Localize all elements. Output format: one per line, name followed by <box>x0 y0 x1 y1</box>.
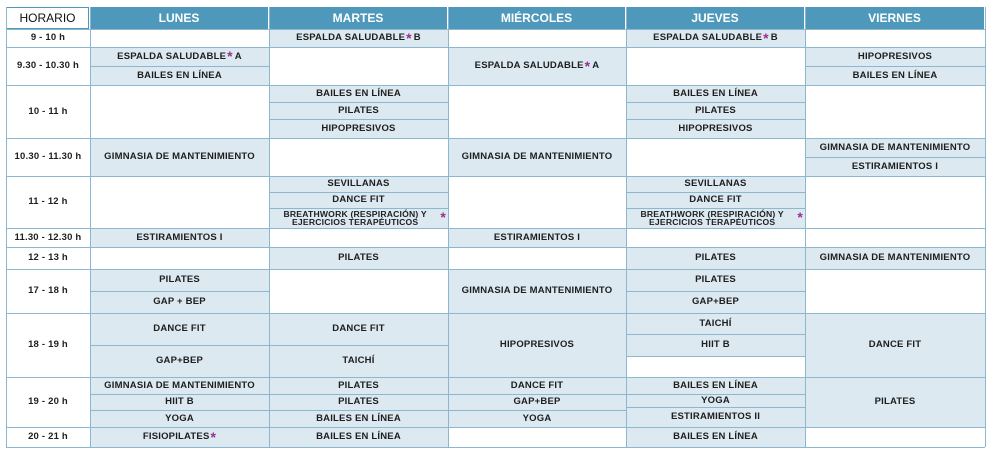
class-name: ESTIRAMIENTOS I <box>136 231 223 243</box>
class-cell <box>90 269 269 291</box>
class-cell <box>448 313 626 377</box>
class-cell <box>805 157 985 176</box>
class-name: DANCE FIT <box>689 194 742 206</box>
grid-line-horizontal <box>6 138 985 139</box>
class-cell <box>805 377 985 427</box>
grid-line-horizontal <box>626 356 805 357</box>
class-cell <box>626 427 805 447</box>
class-name: HIIT B <box>165 396 194 408</box>
class-cell <box>626 269 805 291</box>
class-name: TAICHÍ <box>699 317 732 329</box>
class-name: ESPALDA SALUDABLE <box>117 50 227 62</box>
class-name: GIMNASIA DE MANTENIMIENTO <box>461 151 613 163</box>
class-name: ESTIRAMIENTOS I <box>493 231 581 243</box>
class-name: FISIOPILATES <box>142 431 210 443</box>
class-name: GIMNASIA DE MANTENIMIENTO <box>461 285 613 297</box>
grid-line-horizontal <box>6 269 985 270</box>
grid-line-horizontal <box>90 66 269 67</box>
time-slot: 11.30 - 12.30 h <box>6 228 90 247</box>
class-name: ESPALDA SALUDABLE <box>653 32 763 44</box>
class-name: ESPALDA SALUDABLE <box>296 32 406 44</box>
class-cell <box>805 313 985 377</box>
class-cell <box>90 345 269 377</box>
class-cell <box>90 66 269 85</box>
class-cell <box>90 47 269 66</box>
class-cell <box>269 247 448 269</box>
grid-line-horizontal <box>626 192 805 193</box>
class-cell <box>626 394 805 407</box>
class-cell <box>805 247 985 269</box>
class-name: BAILES EN LÍNEA <box>137 69 222 81</box>
class-cell <box>805 47 985 66</box>
grid-line-vertical <box>805 7 806 447</box>
class-cell <box>448 228 626 247</box>
grid-line-horizontal <box>90 345 269 346</box>
class-name: BAILES EN LÍNEA <box>316 87 401 99</box>
class-name: BAILES EN LÍNEA <box>316 412 401 424</box>
class-name: BAILES EN LÍNEA <box>673 87 758 99</box>
grid-line-vertical <box>626 7 627 447</box>
grid-line-horizontal <box>90 394 269 395</box>
class-name: SEVILLANAS <box>684 178 747 190</box>
class-cell <box>448 410 626 427</box>
class-name: SEVILLANAS <box>327 178 390 190</box>
class-cell <box>626 291 805 313</box>
class-name: PILATES <box>159 274 200 286</box>
class-cell <box>448 138 626 176</box>
grid-line-horizontal <box>269 345 448 346</box>
grid-line-horizontal <box>269 208 448 209</box>
grid-line-horizontal <box>269 102 448 103</box>
grid-line-horizontal <box>448 410 626 411</box>
class-cell <box>90 427 269 447</box>
class-cell <box>269 427 448 447</box>
grid-line-vertical <box>269 7 270 447</box>
class-cell <box>90 228 269 247</box>
class-cell <box>269 85 448 102</box>
class-name: GAP+BEP <box>155 355 204 367</box>
header-day: MIÉRCOLES <box>448 7 625 29</box>
time-slot: 11 - 12 h <box>6 176 90 228</box>
grid-line-horizontal <box>269 119 448 120</box>
class-cell <box>90 377 269 394</box>
class-name: PILATES <box>695 274 736 286</box>
class-name: PILATES <box>338 379 379 391</box>
time-slot: 10.30 - 11.30 h <box>6 138 90 176</box>
class-name: YOGA <box>522 412 552 424</box>
asterisk-icon: * <box>406 29 412 46</box>
grid-line-horizontal <box>626 119 805 120</box>
grid-line-horizontal <box>448 394 626 395</box>
class-cell <box>626 176 805 192</box>
grid-line-horizontal <box>805 66 985 67</box>
class-name: ESTIRAMIENTOS I <box>851 160 939 172</box>
grid-line-horizontal <box>805 157 985 158</box>
class-cell <box>90 291 269 313</box>
class-name: HIPOPRESIVOS <box>857 50 933 62</box>
grid-line-horizontal <box>626 208 805 209</box>
asterisk-icon: * <box>210 428 217 445</box>
grid-line-horizontal <box>6 447 985 448</box>
asterisk-icon: * <box>584 57 591 74</box>
grid-line-horizontal <box>626 102 805 103</box>
grid-line-horizontal <box>269 410 448 411</box>
class-name: ESTIRAMIENTOS II <box>670 411 761 423</box>
class-cell <box>269 192 448 208</box>
asterisk-icon: * <box>227 48 233 65</box>
class-name: BAILES EN LÍNEA <box>673 431 758 443</box>
class-cell <box>269 176 448 192</box>
time-slot: 9 - 10 h <box>6 29 90 47</box>
class-name: BAILES EN LÍNEA <box>852 69 938 81</box>
grid-line-horizontal <box>626 394 805 395</box>
class-cell <box>269 313 448 345</box>
class-cell <box>90 394 269 410</box>
grid-line-horizontal <box>6 228 985 229</box>
time-slot: 12 - 13 h <box>6 247 90 269</box>
class-name: YOGA <box>701 394 730 406</box>
class-name: BREATHWORK (RESPIRACIÓN) Y EJERCICIOS TERAPÉUTICOS <box>283 208 427 227</box>
grid-line-horizontal <box>6 47 985 48</box>
grid-line-horizontal <box>626 334 805 335</box>
asterisk-icon: * <box>763 29 769 46</box>
grid-line-horizontal <box>90 291 269 292</box>
grid-line-horizontal <box>626 407 805 408</box>
class-cell <box>626 192 805 208</box>
class-name: GAP+BEP <box>691 296 740 308</box>
class-cell <box>269 394 448 410</box>
class-name: TAICHÍ <box>342 355 375 367</box>
class-name: HIPOPRESIVOS <box>678 122 753 134</box>
grid-line-horizontal <box>6 247 985 248</box>
class-name: DANCE FIT <box>332 194 385 206</box>
grid-line-horizontal <box>90 410 269 411</box>
class-name: DANCE FIT <box>153 323 206 335</box>
group-suffix: B <box>770 32 778 44</box>
class-cell <box>805 138 985 157</box>
class-name: GIMNASIA DE MANTENIMIENTO <box>104 151 255 163</box>
class-cell <box>626 247 805 269</box>
grid-line-horizontal <box>6 313 985 314</box>
class-name: HIIT B <box>701 339 730 351</box>
grid-line-horizontal <box>6 85 985 86</box>
class-name: HIPOPRESIVOS <box>499 339 575 351</box>
time-slot: 20 - 21 h <box>6 427 90 447</box>
grid-line-vertical <box>448 7 449 447</box>
class-cell <box>269 208 448 228</box>
class-name: ESPALDA SALUDABLE <box>474 60 584 72</box>
class-name: BAILES EN LÍNEA <box>673 379 758 391</box>
grid-line-horizontal <box>626 291 805 292</box>
class-name: BAILES EN LÍNEA <box>316 431 401 443</box>
class-name: PILATES <box>874 396 916 408</box>
grid-line-horizontal <box>269 394 448 395</box>
class-cell <box>626 85 805 102</box>
class-name: GAP+BEP <box>513 396 561 408</box>
class-cell <box>269 119 448 138</box>
class-cell <box>805 66 985 85</box>
grid-line-horizontal <box>6 176 985 177</box>
group-suffix: A <box>592 60 600 72</box>
class-name: YOGA <box>165 412 194 424</box>
class-cell <box>626 102 805 119</box>
class-cell <box>269 377 448 394</box>
class-name: DANCE FIT <box>510 379 564 391</box>
class-name: BREATHWORK (RESPIRACIÓN) Y EJERCICIOS TERAPÉUTICOS <box>640 208 784 227</box>
asterisk-icon: * <box>440 209 446 226</box>
class-name: PILATES <box>695 252 736 264</box>
header-day: VIERNES <box>805 7 984 29</box>
header-day: MARTES <box>269 7 447 29</box>
grid-line-horizontal <box>6 377 985 378</box>
grid-line-vertical <box>985 7 986 447</box>
class-cell <box>626 377 805 394</box>
class-cell <box>269 345 448 377</box>
class-name: GAP + BEP <box>153 296 206 308</box>
class-name: GIMNASIA DE MANTENIMIENTO <box>104 379 255 391</box>
header-day: JUEVES <box>626 7 804 29</box>
class-name: HIPOPRESIVOS <box>321 122 396 134</box>
class-name: GIMNASIA DE MANTENIMIENTO <box>819 252 971 264</box>
class-cell <box>269 102 448 119</box>
class-cell <box>626 29 805 47</box>
class-cell <box>269 29 448 47</box>
class-name: DANCE FIT <box>332 323 385 335</box>
group-suffix: B <box>413 32 421 44</box>
class-name: PILATES <box>338 104 379 116</box>
class-name: PILATES <box>338 252 379 264</box>
time-slot: 18 - 19 h <box>6 313 90 377</box>
grid-line-horizontal <box>6 427 985 428</box>
class-name: GIMNASIA DE MANTENIMIENTO <box>819 141 971 153</box>
grid-line-horizontal <box>6 29 985 30</box>
class-cell <box>448 269 626 313</box>
class-cell <box>448 394 626 410</box>
class-name: DANCE FIT <box>868 339 922 351</box>
header-horario: HORARIO <box>6 7 89 29</box>
time-slot: 10 - 11 h <box>6 85 90 138</box>
grid-line-horizontal <box>269 192 448 193</box>
class-cell <box>626 119 805 138</box>
grid-line-vertical <box>6 7 7 447</box>
asterisk-icon: * <box>797 209 803 226</box>
header-day: LUNES <box>90 7 268 29</box>
class-cell <box>90 313 269 345</box>
class-name: PILATES <box>695 104 736 116</box>
time-slot: 17 - 18 h <box>6 269 90 313</box>
class-cell <box>90 410 269 427</box>
class-cell <box>269 410 448 427</box>
class-cell <box>626 208 805 228</box>
class-cell <box>448 377 626 394</box>
class-name: PILATES <box>338 396 379 408</box>
class-cell <box>448 47 626 85</box>
group-suffix: A <box>234 50 242 62</box>
time-slot: 19 - 20 h <box>6 377 90 427</box>
class-cell <box>626 334 805 356</box>
class-cell <box>626 407 805 427</box>
class-cell <box>626 313 805 334</box>
grid-line-vertical <box>90 7 91 447</box>
time-slot: 9.30 - 10.30 h <box>6 47 90 85</box>
class-cell <box>90 138 269 176</box>
